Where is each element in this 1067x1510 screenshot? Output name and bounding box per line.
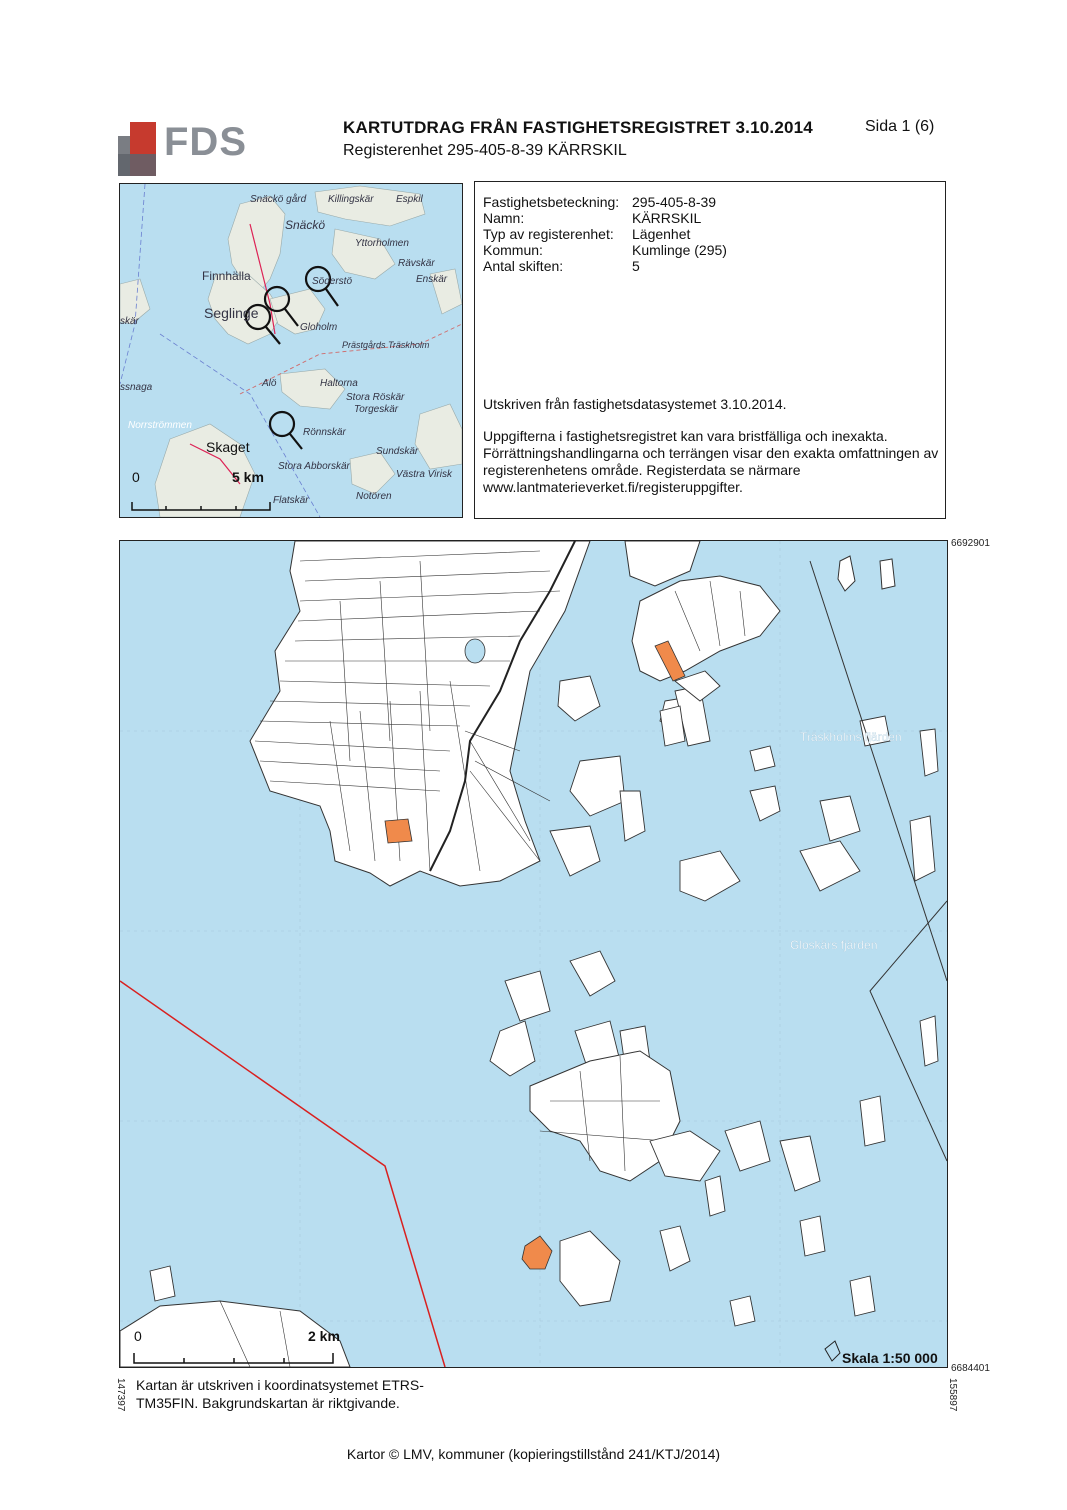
page-number: Sida 1 (6) — [865, 118, 935, 135]
scale-label: 5 km — [232, 469, 264, 485]
info-value: KÄRRSKIL — [632, 210, 702, 226]
scale-label: 2 km — [308, 1328, 340, 1344]
place-label: Notören — [356, 491, 392, 502]
place-label: Söderstö — [312, 276, 353, 287]
property-parcel-highlight — [522, 1236, 552, 1269]
scale-ratio — [825, 1341, 938, 1366]
property-info-box — [474, 181, 946, 519]
info-value: Kumlinge (295) — [632, 242, 727, 258]
info-label: Typ av registerenhet: — [483, 226, 614, 242]
place-label: Seglinge — [204, 305, 259, 321]
logo-text: FDS — [164, 120, 247, 164]
fds-logo — [118, 118, 247, 178]
coord-bottom-left: 147397 — [115, 1378, 126, 1412]
disclaimer-note: Uppgifterna i fastighetsregistret kan vara bristfälliga och inexakta. Förrättningshandlingarna och terrängen visar den exakta omfattningen av registerenhetens område. Registerdata se närmare www.lantmaterieverket.fi/registeruppgifter. — [483, 428, 939, 495]
scale-zero: 0 — [132, 469, 140, 485]
place-label: Rävskär — [398, 258, 435, 269]
info-label: Fastighetsbeteckning: — [483, 194, 620, 210]
place-label: Stora Abborskär — [278, 461, 350, 472]
place-label: Yttorholmen — [355, 238, 409, 249]
place-label: Enskär — [416, 274, 448, 285]
place-label: Stora Röskär — [346, 392, 405, 403]
place-label: Haltorna — [320, 378, 358, 389]
document-subtitle: Registerenhet 295-405-8-39 KÄRRSKIL — [343, 142, 627, 159]
place-label: Snäckö — [285, 218, 326, 232]
document-title: KARTUTDRAG FRÅN FASTIGHETSREGISTRET 3.10.2014 — [343, 118, 813, 137]
info-label: Antal skiften: — [483, 258, 564, 274]
place-label: Skaget — [206, 439, 250, 455]
main-map-canvas — [120, 541, 947, 1367]
overview-map-canvas — [120, 184, 462, 517]
coord-right-vertical: 155897 — [947, 1378, 958, 1412]
info-value: 295-405-8-39 — [632, 194, 717, 210]
info-value: Lägenhet — [632, 226, 691, 242]
property-parcel-highlight — [385, 819, 412, 843]
coord-bottom-right: 6684401 — [951, 1363, 990, 1374]
map-credit: Kartor © LMV, kommuner (kopieringstillstånd 241/KTJ/2014) — [346, 1446, 721, 1462]
scale-ratio-label: Skala 1:50 000 — [842, 1350, 938, 1366]
place-label: skär — [120, 316, 139, 327]
info-value: 5 — [632, 258, 640, 274]
place-label: Snäckö gård — [250, 194, 307, 205]
info-label: Kommun: — [483, 242, 543, 258]
scale-zero: 0 — [134, 1328, 142, 1344]
place-label: Espkil — [396, 194, 423, 205]
printed-date-note: Utskriven från fastighetsdatasystemet 3.10.2014. — [483, 396, 787, 412]
place-label: Finnhälla — [202, 269, 251, 283]
coord-top-right: 6692901 — [951, 538, 990, 549]
overview-map — [119, 183, 463, 518]
place-label: Torgeskär — [354, 404, 399, 415]
info-label: Namn: — [483, 210, 525, 226]
main-map — [119, 540, 948, 1368]
place-label: Alö — [262, 378, 277, 389]
place-label: Västra Virisk — [396, 469, 452, 480]
place-label: Flatskär — [273, 495, 309, 506]
water-label: Gloskärs fjärden — [790, 938, 878, 952]
place-label: ssnaga — [120, 382, 153, 393]
coordinate-system-note: Kartan är utskriven i koordinatsystemet ETRS-TM35FIN. Bakgrundskartan är riktgivande. — [136, 1377, 424, 1411]
place-label: Norrströmmen — [128, 420, 192, 431]
place-label: Prästgårds Träskholm — [342, 340, 430, 350]
place-label: Killingskär — [328, 194, 374, 205]
place-label: Rönnskär — [303, 427, 346, 438]
place-label: Sundskär — [376, 446, 419, 457]
water-label: Träskholms fjärden — [800, 730, 902, 744]
place-label: Gloholm — [300, 322, 338, 333]
